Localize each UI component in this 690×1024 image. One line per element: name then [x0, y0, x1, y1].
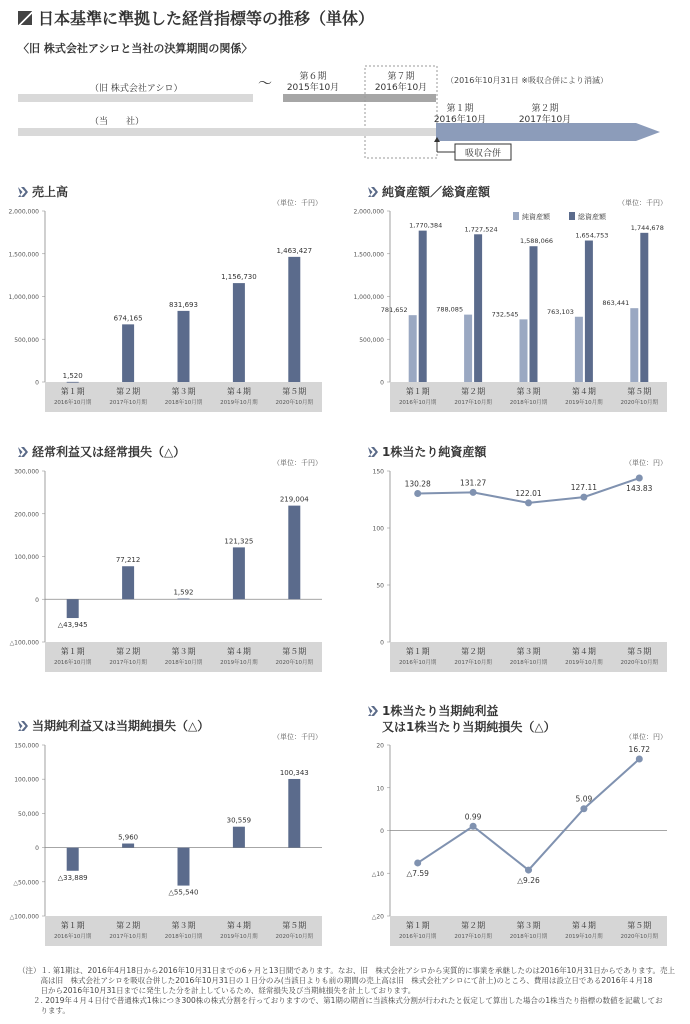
data-label: △43,945	[57, 621, 88, 630]
x-tick-label: 第２期	[116, 921, 141, 930]
note-line: 高は旧 株式会社アシロを吸収合併した2016年10月31日の１日分のみ(当該日よりも前の期間の売上高は旧 株式会社アシロにて計上)のところ、費用は設立日である2016年４月18	[18, 976, 653, 985]
x-tick-sublabel: 2020年10月期	[620, 660, 659, 666]
y-tick-label: △10	[371, 870, 384, 878]
data-point	[636, 756, 643, 763]
q1-label: 第１期	[446, 104, 474, 114]
bar	[67, 848, 79, 871]
x-tick-sublabel: 2019年10月期	[565, 934, 603, 940]
data-point	[636, 475, 643, 482]
chart-title-eps: 1株当たり当期純利益 又は1株当たり当期純損失（△）	[368, 703, 556, 735]
x-tick-sublabel: 2017年10月期	[454, 400, 492, 406]
merge-note: （2016年10月31日 ※吸収合併により消滅）	[446, 76, 608, 85]
x-tick-sublabel: 2018年10月期	[164, 400, 203, 406]
data-label: 100,343	[279, 768, 309, 777]
x-tick-sublabel: 2016年10月期	[398, 400, 437, 406]
old-company-label: （旧 株式会社アシロ）	[90, 84, 183, 94]
x-tick-label: 第１期	[60, 387, 85, 396]
x-tick-label: 第１期	[405, 921, 430, 930]
old-company-period-bar	[283, 94, 436, 102]
x-tick-label: 第３期	[516, 387, 541, 396]
x-tick-label: 第４期	[571, 921, 596, 930]
x-tick-label: 第２期	[116, 647, 141, 656]
chart-sales	[0, 195, 345, 427]
x-tick-label: 第４期	[226, 387, 251, 396]
q1-date: 2016年10月	[433, 115, 487, 125]
x-tick-label: 第１期	[405, 647, 430, 656]
chart-title-sales: 売上高	[18, 183, 68, 200]
data-label: 1,520	[62, 371, 83, 380]
x-tick-sublabel: 2020年10月期	[620, 934, 659, 940]
x-tick-sublabel: 2016年10月期	[53, 400, 92, 406]
y-tick-label: 100,000	[14, 554, 39, 561]
x-tick-sublabel: 2019年10月期	[565, 660, 603, 666]
x-tick-sublabel: 2018年10月期	[509, 660, 548, 666]
data-label: 130.28	[404, 479, 431, 489]
x-tick-sublabel: 2017年10月期	[109, 660, 147, 666]
data-point	[414, 859, 421, 866]
legend-swatch	[513, 212, 519, 220]
q2-label: 第２期	[531, 104, 559, 114]
p7-date: 2016年10月	[374, 83, 428, 93]
bar	[288, 779, 300, 848]
chart-title-net-profit: 当期純利益又は当期純損失（△）	[18, 717, 209, 734]
current-arrow	[436, 123, 660, 141]
x-tick-sublabel: 2020年10月期	[620, 400, 659, 406]
y-tick-label: 200,000	[14, 511, 39, 519]
note-line: （注）１. 第1期は、2016年4月18日から2016年10月31日までの6ヶ月と13日間であります。なお、旧 株式会社アシロから実質的に事業を承継したのは2016年10月31日からであります。売上	[18, 966, 676, 975]
x-tick-label: 第４期	[571, 647, 596, 656]
y-tick-label: 0	[380, 379, 384, 387]
y-tick-label: 1,500,000	[353, 251, 384, 259]
chart-eps	[345, 729, 690, 961]
y-tick-label: 0	[380, 828, 384, 835]
data-label: 788,085	[436, 305, 464, 314]
tilde: 〜	[258, 76, 272, 92]
data-label: 1,592	[173, 588, 194, 597]
q2-date: 2017年10月	[518, 115, 572, 125]
chart-net-total-assets	[345, 195, 690, 427]
data-label: 732,545	[491, 310, 519, 319]
bar	[640, 233, 648, 382]
y-tick-label: 0	[35, 379, 39, 387]
bar	[178, 599, 190, 600]
data-label: △33,889	[57, 873, 88, 882]
x-tick-label: 第３期	[171, 921, 196, 930]
x-tick-sublabel: 2020年10月期	[275, 400, 314, 406]
x-tick-label: 第４期	[226, 921, 251, 930]
y-tick-label: 150,000	[14, 742, 39, 750]
x-tick-sublabel: 2018年10月期	[509, 934, 548, 940]
y-tick-label: 10	[376, 785, 384, 793]
bar	[122, 566, 134, 599]
data-point	[580, 494, 587, 501]
bar	[520, 319, 528, 382]
bar	[67, 599, 79, 618]
x-tick-sublabel: 2017年10月期	[109, 400, 147, 406]
unit-label: （単位：円）	[625, 459, 667, 467]
bar	[630, 308, 638, 382]
data-label: 127.11	[570, 483, 598, 493]
unit-label: （単位：千円）	[618, 199, 667, 207]
x-tick-label: 第２期	[461, 647, 486, 656]
chart-title-bps: 1株当たり純資産額	[368, 443, 486, 460]
chart-title-assets: 純資産額／総資産額	[368, 183, 490, 200]
data-label: 1,770,384	[409, 221, 443, 230]
y-tick-label: 20	[376, 742, 384, 750]
x-tick-label: 第３期	[516, 921, 541, 930]
x-tick-sublabel: 2020年10月期	[275, 934, 314, 940]
data-label: △55,540	[168, 888, 199, 897]
bar	[288, 506, 300, 600]
chart-title-ordinary-profit: 経常利益又は経常損失（△）	[18, 443, 185, 460]
unit-label: （単位：円）	[625, 733, 667, 741]
x-tick-sublabel: 2016年10月期	[53, 660, 92, 666]
data-point	[470, 489, 477, 496]
y-tick-label: 0	[35, 845, 39, 853]
old-company-bar	[18, 94, 253, 102]
y-tick-label: △20	[371, 913, 384, 921]
data-label: 131.27	[459, 478, 487, 488]
data-label: 143.83	[626, 484, 653, 494]
note-line: ります。	[18, 1006, 70, 1015]
bar	[67, 382, 79, 383]
bar	[585, 241, 593, 382]
x-tick-sublabel: 2017年10月期	[454, 660, 492, 666]
x-tick-sublabel: 2018年10月期	[164, 660, 203, 666]
x-tick-sublabel: 2019年10月期	[220, 934, 258, 940]
y-tick-label: 1,000,000	[8, 294, 39, 301]
x-tick-sublabel: 2019年10月期	[565, 400, 603, 406]
page-title: 日本基準に準拠した経営指標等の推移（単体）	[18, 6, 374, 29]
data-label: 1,156,730	[221, 273, 257, 282]
merge-label: 吸収合併	[464, 149, 502, 159]
x-tick-sublabel: 2019年10月期	[220, 660, 258, 666]
data-label: 763,103	[547, 307, 574, 316]
bar	[288, 257, 300, 382]
x-tick-sublabel: 2016年10月期	[53, 934, 92, 940]
p7-label: 第７期	[387, 72, 415, 82]
x-tick-label: 第１期	[405, 387, 430, 396]
page-subtitle: 〈旧 株式会社アシロと当社の決算期間の関係〉	[18, 42, 253, 55]
current-company-label: （当 社）	[90, 117, 145, 127]
x-tick-label: 第１期	[60, 647, 85, 656]
title-slash-icon	[18, 11, 32, 25]
y-tick-label: △100,000	[9, 913, 39, 921]
bar	[530, 246, 538, 382]
data-point	[580, 805, 587, 812]
y-tick-label: 2,000,000	[353, 208, 384, 216]
y-tick-label: 50,000	[18, 810, 39, 818]
notes	[18, 966, 678, 1016]
x-tick-label: 第４期	[226, 647, 251, 656]
bar	[474, 234, 482, 382]
unit-label: （単位：千円）	[273, 733, 322, 741]
series-line	[418, 759, 640, 870]
data-label: 122.01	[515, 488, 542, 498]
bar	[122, 324, 134, 382]
y-tick-label: 0	[380, 639, 384, 647]
y-tick-label: 500,000	[14, 336, 39, 344]
x-tick-label: 第５期	[282, 647, 307, 656]
y-tick-label: 500,000	[359, 336, 384, 344]
y-tick-label: 100	[372, 525, 384, 533]
x-tick-label: 第３期	[516, 647, 541, 656]
x-tick-sublabel: 2018年10月期	[164, 934, 203, 940]
legend-swatch	[569, 212, 575, 220]
data-label: △9.26	[517, 876, 540, 886]
data-label: 77,212	[115, 556, 141, 565]
data-label: 1,727,524	[464, 225, 498, 234]
bar	[233, 283, 245, 382]
y-tick-label: 100,000	[14, 776, 39, 784]
data-label: 121,325	[224, 537, 254, 546]
data-label: 781,652	[380, 306, 408, 315]
x-tick-sublabel: 2016年10月期	[398, 934, 437, 940]
bar	[122, 844, 134, 848]
x-tick-label: 第５期	[627, 921, 652, 930]
y-tick-label: 300,000	[14, 468, 39, 476]
bar	[419, 231, 427, 382]
y-tick-label: 1,000,000	[353, 294, 384, 301]
current-company-bar	[18, 128, 436, 136]
x-tick-label: 第５期	[627, 647, 652, 656]
note-line: 日から2016年10月31日までに発生した分を計上しているため、経常損失及び当期純損失を計上しております。	[18, 986, 416, 995]
x-tick-sublabel: 2017年10月期	[454, 934, 492, 940]
data-label: 674,165	[113, 314, 143, 323]
unit-label: （単位：千円）	[273, 199, 322, 207]
bar	[464, 315, 472, 382]
x-tick-label: 第１期	[60, 921, 85, 930]
data-label: 5.09	[575, 794, 593, 804]
bar	[233, 547, 245, 599]
p6-label: 第６期	[299, 72, 327, 82]
legend-label: 総資産額	[578, 213, 606, 221]
chart-bps	[345, 455, 690, 687]
bar	[233, 827, 245, 848]
x-tick-sublabel: 2018年10月期	[509, 400, 548, 406]
x-tick-label: 第３期	[171, 647, 196, 656]
data-label: 16.72	[628, 745, 651, 755]
data-label: 831,693	[169, 300, 198, 309]
bar	[575, 317, 583, 382]
y-tick-label: 2,000,000	[8, 208, 39, 216]
x-tick-label: 第５期	[627, 387, 652, 396]
chart-net-profit	[0, 729, 345, 961]
data-label: 1,744,678	[630, 223, 664, 232]
x-tick-label: 第３期	[171, 387, 196, 396]
x-tick-label: 第２期	[461, 921, 486, 930]
data-label: 1,588,066	[519, 237, 554, 246]
data-point	[525, 867, 532, 874]
x-tick-label: 第５期	[282, 921, 307, 930]
data-label: △7.59	[406, 868, 429, 878]
data-point	[470, 823, 477, 830]
x-tick-label: 第５期	[282, 387, 307, 396]
y-tick-label: △100,000	[9, 639, 39, 647]
data-label: 1,654,753	[575, 231, 609, 240]
x-tick-label: 第４期	[571, 387, 596, 396]
bar	[178, 848, 190, 886]
x-tick-sublabel: 2020年10月期	[275, 660, 314, 666]
data-label: 0.99	[464, 812, 482, 822]
data-label: 30,559	[226, 816, 252, 825]
data-label: 863,441	[602, 299, 630, 308]
data-label: 1,463,427	[276, 246, 313, 255]
y-tick-label: 150	[372, 468, 384, 476]
data-point	[414, 490, 421, 497]
x-tick-sublabel: 2017年10月期	[109, 934, 147, 940]
p6-date: 2015年10月	[286, 83, 340, 93]
bar	[409, 315, 417, 382]
chart-ordinary-profit	[0, 455, 345, 687]
data-point	[525, 499, 532, 506]
data-label: 219,004	[279, 495, 309, 504]
legend-label: 純資産額	[522, 213, 550, 221]
note-line: ２. 2019年４月４日付で普通株式1株につき300株の株式分割を行っておりますので、第1期の期首に当該株式分割が行われたと仮定して算出した場合の1株当たり指標の数値を記載してお	[18, 996, 663, 1005]
x-tick-label: 第２期	[116, 387, 141, 396]
timeline-diagram	[0, 60, 690, 170]
x-tick-label: 第２期	[461, 387, 486, 396]
y-tick-label: 0	[35, 596, 39, 604]
bar	[178, 311, 190, 382]
y-tick-label: 1,500,000	[8, 251, 39, 259]
chevron-icon	[368, 706, 378, 716]
unit-label: （単位：千円）	[273, 459, 322, 467]
y-tick-label: △50,000	[13, 879, 39, 887]
y-tick-label: 50	[376, 582, 384, 590]
x-tick-sublabel: 2016年10月期	[398, 660, 437, 666]
data-label: 5,960	[118, 833, 139, 842]
x-tick-sublabel: 2019年10月期	[220, 400, 258, 406]
